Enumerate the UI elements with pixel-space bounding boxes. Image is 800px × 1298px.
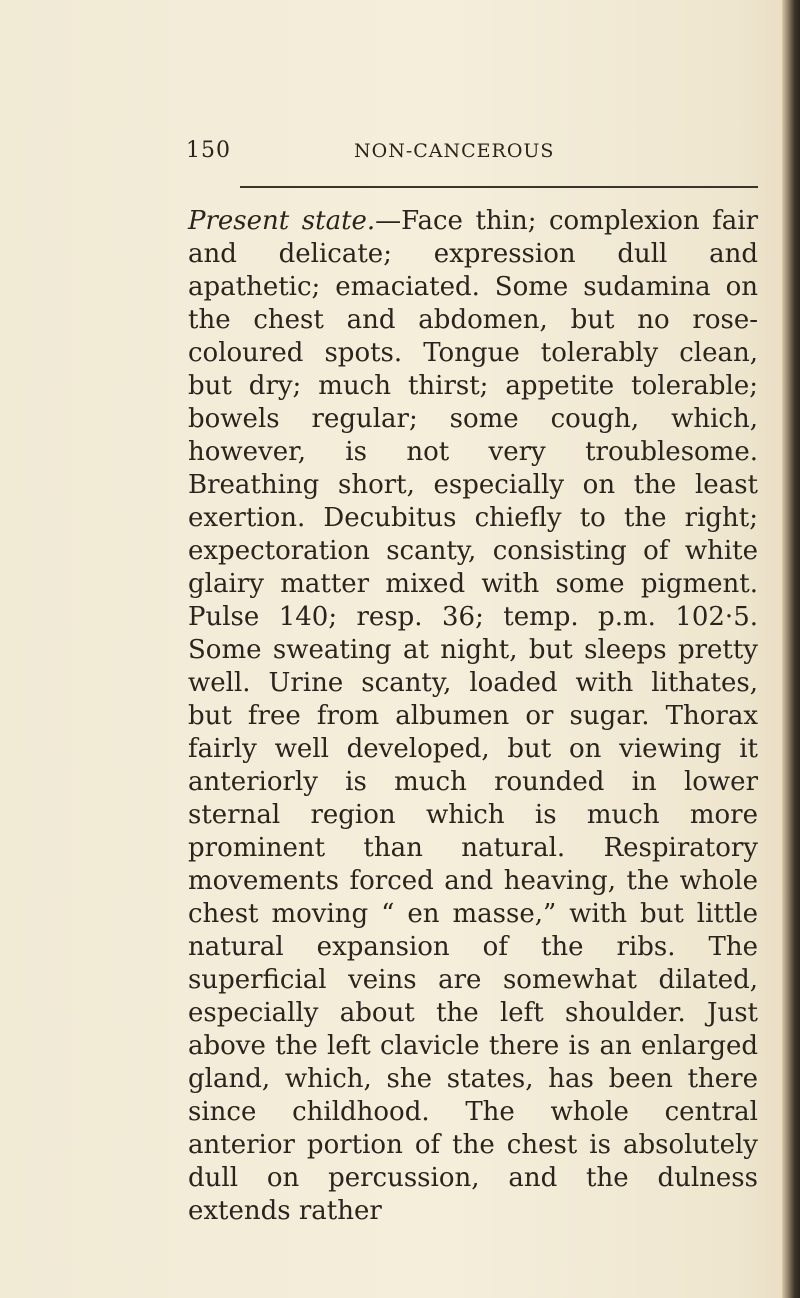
body-paragraph xyxy=(188,205,758,1228)
page-header xyxy=(186,138,760,168)
page-number: 150 xyxy=(186,138,231,163)
paragraph-text: —Face thin; complexion fair and delicate; expression dull and apathetic; emaciated. Some sudamina on the chest and abdomen, but no rose-coloured spots. Tongue tolerably clean, but dry; much thirst; appetite tolerable; bowels regular; some cough, which, however, is not very troublesome. Breathing short, especially on the least exertion. Decubitus chiefly to the right; expectoration scanty, consisting of white glairy matter mixed with some pigment. Pulse 140; resp. 36; temp. p.m. 102·5. Some sweating at night, but sleeps pretty well. Urine scanty, loaded with lithates, but free from albumen or sugar. Thorax fairly well developed, but on viewing it anteriorly is much rounded in lower sternal region which is much more prominent than natural. Respiratory movements forced and heaving, the whole chest moving “ en masse,” with but little natural expansion of the ribs. The superficial veins are somewhat dilated, especially about the left shoulder. Just above the left clavicle there is an enlarged gland, which, she states, has been there since childhood. The whole central anterior portion of the chest is absolutely dull on percussion, and the dulness extends rather xyxy=(188,206,758,1226)
running-head: NON-CANCEROUS xyxy=(354,140,555,162)
page-edge xyxy=(782,0,800,1298)
section-lead: Present state. xyxy=(188,206,376,236)
header-rule xyxy=(240,186,758,188)
